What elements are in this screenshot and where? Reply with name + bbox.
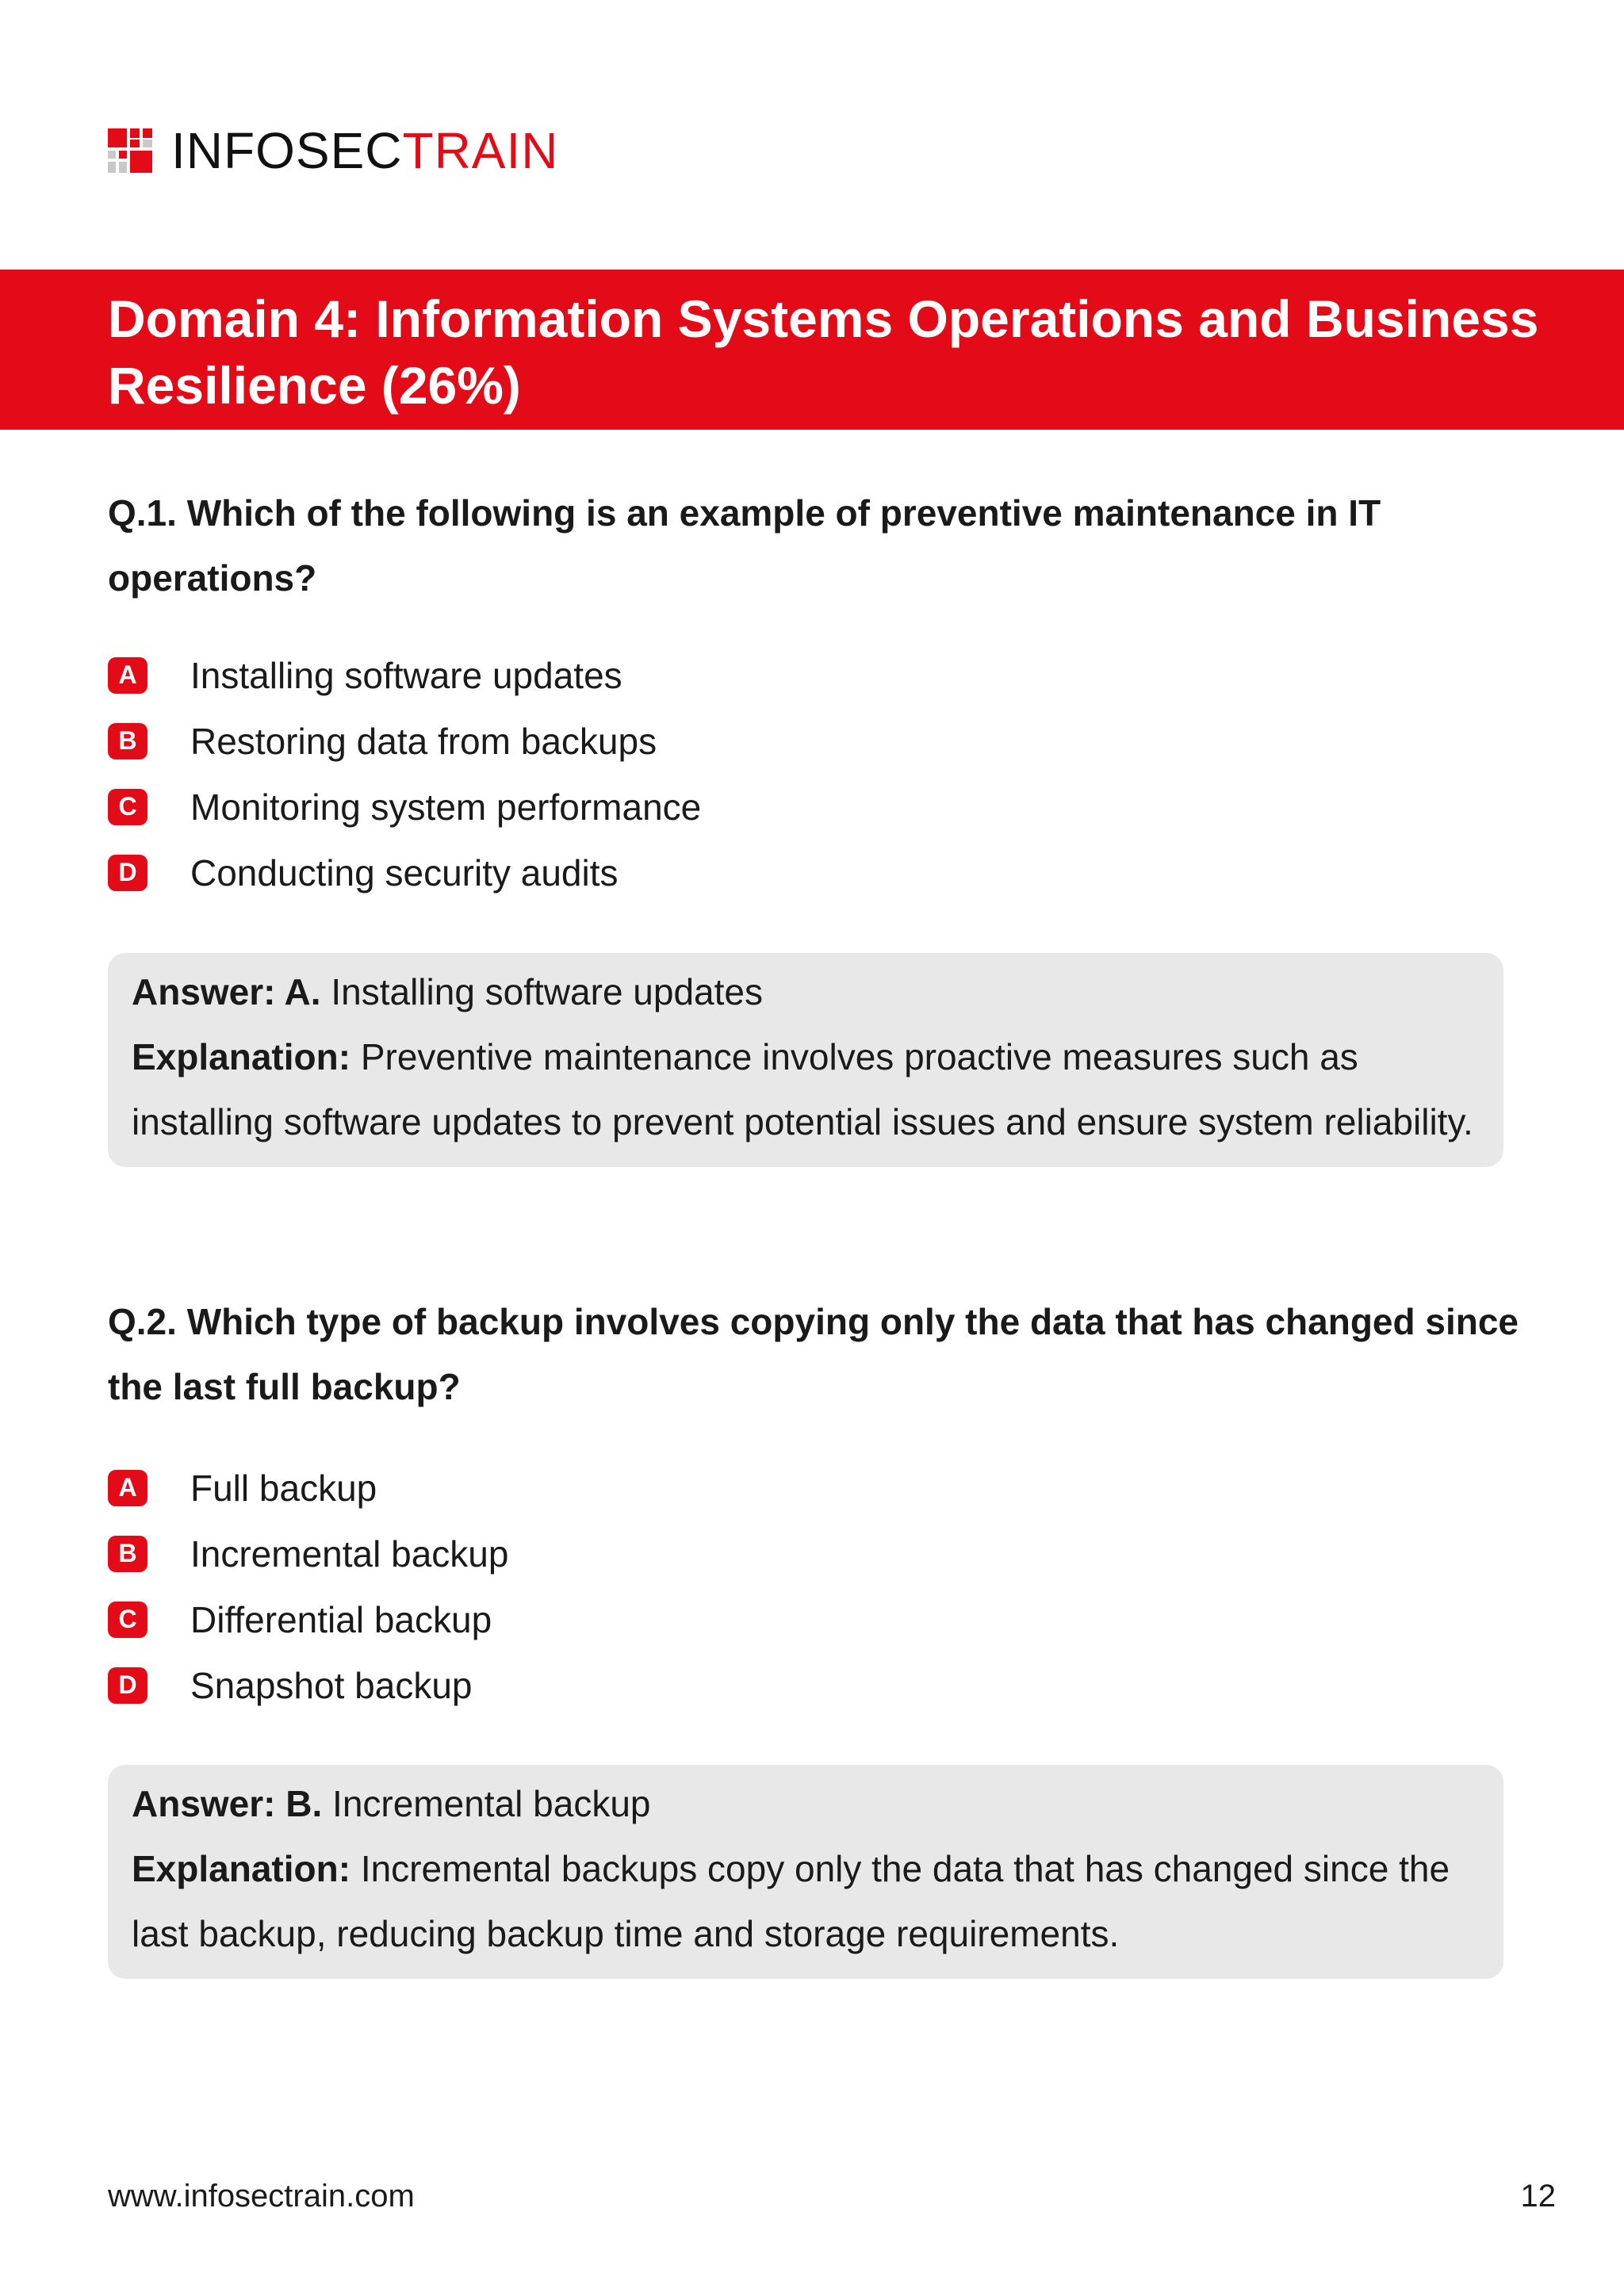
option-letter-badge: C [108, 1601, 147, 1638]
explanation-text: Incremental backups copy only the data that has changed since the last backup, reducing backup time and storage requirements. [132, 1848, 1450, 1954]
option-letter-badge: D [108, 855, 147, 891]
option-item [108, 1652, 508, 1718]
option-letter-badge: B [108, 723, 147, 760]
question-2-text: Q.2. Which type of backup involves copying only the data that has changed since the last full backup? [108, 1301, 1519, 1407]
footer-website-url[interactable]: www.infosectrain.com [108, 2179, 415, 2214]
question-2-options [108, 1455, 508, 1718]
brand-logo [108, 122, 559, 179]
explanation-label: Explanation: [132, 1036, 351, 1077]
brand-name-part1: INFOSEC [171, 122, 403, 179]
explanation-line [132, 1024, 1480, 1154]
option-text: Installing software updates [190, 654, 622, 696]
option-item [108, 642, 701, 708]
option-item [108, 774, 701, 840]
option-letter-badge: B [108, 1536, 147, 1572]
answer-label: Answer: B. [132, 1783, 323, 1824]
option-text: Incremental backup [190, 1533, 509, 1575]
answer-line [132, 1771, 1480, 1836]
question-1-text: Q.1. Which of the following is an example of preventive maintenance in IT operations? [108, 492, 1381, 599]
option-text: Full backup [190, 1467, 377, 1509]
explanation-text: Preventive maintenance involves proactive measures such as installing software updates to prevent potential issues and ensure system reliability. [132, 1036, 1473, 1142]
answer-line [132, 959, 1480, 1024]
answer-text: Incremental backup [332, 1783, 651, 1824]
option-letter-badge: D [108, 1667, 147, 1704]
explanation-line [132, 1836, 1480, 1966]
option-item [108, 840, 701, 905]
option-text: Differential backup [190, 1598, 492, 1640]
answer-box-2 [108, 1765, 1503, 1979]
brand-wordmark [171, 122, 559, 179]
question-1-options [108, 642, 701, 905]
option-letter-badge: A [108, 657, 147, 694]
option-item [108, 1455, 508, 1521]
answer-box-1 [108, 953, 1503, 1167]
domain-title: Domain 4: Information Systems Operations and Business Resilience (26%) [108, 289, 1539, 415]
option-item [108, 1521, 508, 1586]
answer-label: Answer: A. [132, 971, 321, 1012]
domain-banner [0, 270, 1624, 430]
brand-name-part2: TRAIN [402, 122, 559, 179]
answer-text: Installing software updates [331, 971, 763, 1012]
option-item [108, 708, 701, 774]
option-text: Snapshot backup [190, 1664, 473, 1706]
option-letter-badge: C [108, 789, 147, 825]
option-letter-badge: A [108, 1470, 147, 1506]
option-item [108, 1586, 508, 1652]
option-text: Conducting security audits [190, 851, 619, 894]
logo-mark-icon [108, 128, 152, 173]
explanation-label: Explanation: [132, 1848, 351, 1889]
page-number: 12 [1520, 2179, 1556, 2214]
option-text: Restoring data from backups [190, 720, 657, 762]
option-text: Monitoring system performance [190, 786, 702, 828]
